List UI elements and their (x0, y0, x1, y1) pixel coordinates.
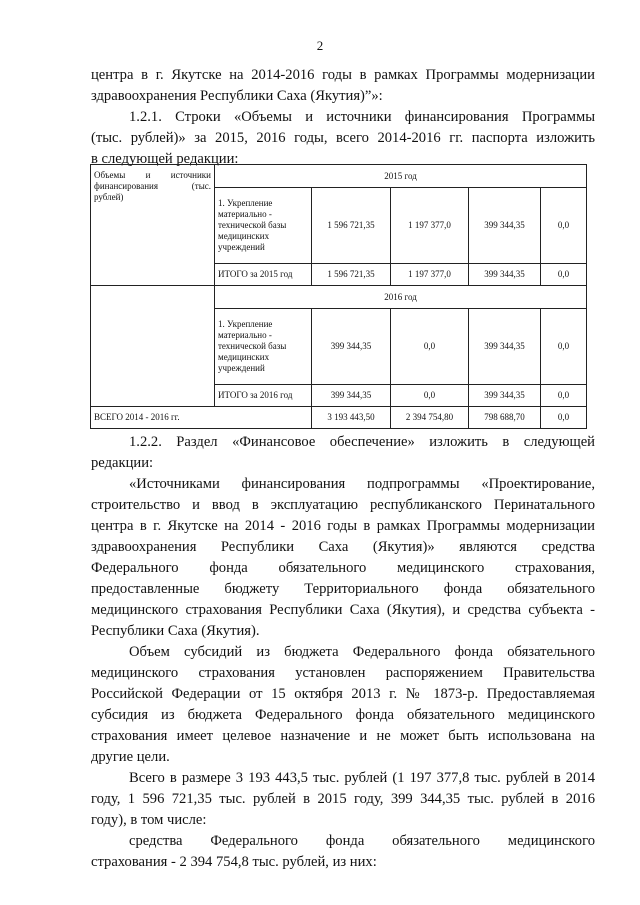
subsidies-paragraph-line: страхования имеет целевое назначение и не может быть использована на (91, 728, 595, 744)
value-cell: 1 596 721,35 (312, 264, 391, 286)
total-paragraph-line: Всего в размере 3 193 443,5 тыс. рублей (1 197 377,8 тыс. рублей в 2014 (129, 770, 595, 786)
year-2016-header: 2016 год (215, 286, 587, 309)
value-cell: 0,0 (541, 264, 587, 286)
subsidies-paragraph-line: другие цели. (91, 749, 170, 765)
value-cell: 399 344,35 (469, 188, 541, 264)
value-cell: 1 197 377,0 (391, 188, 469, 264)
value-cell: 0,0 (541, 385, 587, 407)
subsidies-paragraph-line: медицинского страхования установлен распоряжением Правительства (91, 665, 595, 681)
intro-block (91, 65, 595, 170)
blank-cell (91, 286, 215, 407)
value-cell: 0,0 (541, 309, 587, 385)
direction-cell-2015: 1. Укрепление материально - технической базы медицинских учреждений (215, 188, 312, 264)
value-cell: 0,0 (541, 188, 587, 264)
value-cell: 0,0 (391, 309, 469, 385)
value-cell: 399 344,35 (312, 309, 391, 385)
total-paragraph-line: году), в том числе: (91, 812, 207, 828)
body-text-block (91, 432, 595, 873)
value-cell: 399 344,35 (469, 385, 541, 407)
value-cell: 798 688,70 (469, 407, 541, 429)
corner-header-cell: Объемы и источники финансирования (тыс. рублей) (91, 165, 215, 286)
total-2015-label: ИТОГО за 2015 год (215, 264, 312, 286)
sources-paragraph-line: медицинского страхования Республики Саха (Якутия), и средства субъекта - (91, 602, 595, 618)
total-2016-label: ИТОГО за 2016 год (215, 385, 312, 407)
intro-line-1: центра в г. Якутске на 2014-2016 годы в рамках Программы модернизации (91, 67, 595, 83)
value-cell: 399 344,35 (469, 309, 541, 385)
sources-paragraph-line: Республики Саха (Якутия). (91, 623, 260, 639)
value-cell: 1 197 377,0 (391, 264, 469, 286)
total-paragraph-line: году, 1 596 721,35 тыс. рублей в 2015 году, 399 344,35 тыс. рублей в 2016 (91, 791, 595, 807)
table-row (91, 407, 587, 429)
sources-paragraph-line: строительство и ввод в эксплуатацию республиканского Перинатального (91, 497, 595, 513)
value-cell: 399 344,35 (469, 264, 541, 286)
funds-paragraph-line: средства Федерального фонда обязательного медицинского (129, 833, 595, 849)
table-row (91, 165, 587, 188)
clause-1-2-1-line-3: в следующей редакции: (91, 151, 239, 167)
clause-1-2-2-line: редакции: (91, 455, 154, 471)
sources-paragraph-line: предоставленные бюджету Территориального фонда обязательного (91, 581, 595, 597)
year-2015-header: 2015 год (215, 165, 587, 188)
subsidies-paragraph-line: Российской Федерации от 15 октября 2013 г. № 1873-р. Предоставляемая (91, 686, 595, 702)
clause-1-2-2-line: 1.2.2. Раздел «Финансовое обеспечение» изложить в следующей (129, 434, 595, 450)
sources-paragraph-line: центра в г. Якутске на 2014 - 2016 годы в рамках Программы модернизации (91, 518, 595, 534)
subsidies-paragraph-line: Объем субсидий из бюджета Федерального фонда обязательного (129, 644, 595, 660)
value-cell: 1 596 721,35 (312, 188, 391, 264)
funds-paragraph-line: страхования - 2 394 754,8 тыс. рублей, из них: (91, 854, 377, 870)
clause-1-2-1-line-2: (тыс. рублей)» за 2015, 2016 годы, всего 2014-2016 гг. паспорта изложить (91, 130, 595, 146)
value-cell: 0,0 (541, 407, 587, 429)
table-row (91, 286, 587, 309)
value-cell: 2 394 754,80 (391, 407, 469, 429)
sources-paragraph-line: Федерального фонда обязательного медицинского страхования, (91, 560, 595, 576)
sources-paragraph-line: здравоохранения Республики Саха (Якутия)» являются средства (91, 539, 595, 555)
page-number: 2 (316, 38, 324, 53)
value-cell: 3 193 443,50 (312, 407, 391, 429)
sources-paragraph-line: «Источниками финансирования подпрограммы «Проектирование, (129, 476, 595, 492)
direction-cell-2016: 1. Укрепление материально - технической базы медицинских учреждений (215, 309, 312, 385)
clause-1-2-1-line-1: 1.2.1. Строки «Объемы и источники финансирования Программы (129, 109, 595, 125)
subsidies-paragraph-line: субсидия из бюджета Федерального фонда обязательного медицинского (91, 707, 595, 723)
grand-total-label: ВСЕГО 2014 - 2016 гг. (91, 407, 312, 429)
financing-table (90, 164, 587, 429)
value-cell: 399 344,35 (312, 385, 391, 407)
value-cell: 0,0 (391, 385, 469, 407)
intro-line-2: здравоохранения Республики Саха (Якутия)”»: (91, 88, 383, 104)
